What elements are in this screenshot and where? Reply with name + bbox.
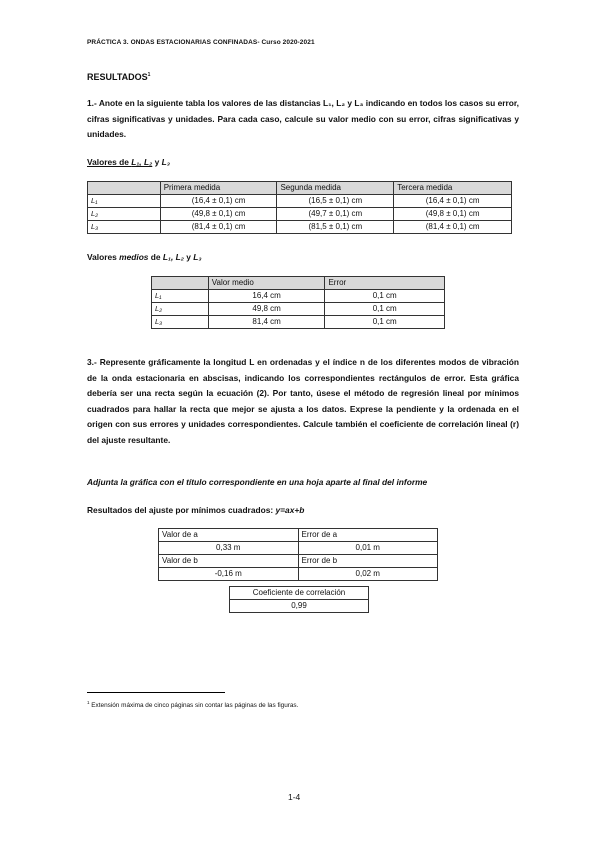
table-cell: (81,4 ± 0,1) cm [394,221,512,234]
fit-equation: y=ax+b [275,505,305,515]
row-label: L₂ [152,303,209,316]
table-cell: (81,4 ± 0,1) cm [160,221,277,234]
footnote-separator [87,692,225,693]
table-row [152,303,445,316]
table-cell: (49,7 ± 0,1) cm [277,208,394,221]
correlation-value: 0,99 [230,600,369,613]
table-cell: (16,4 ± 0,1) cm [160,195,277,208]
table-cell: 0,1 cm [325,316,445,329]
page-header: PRÁCTICA 3. ONDAS ESTACIONARIAS CONFINADAS- Curso 2020-2021 [87,39,315,46]
fit-label-text: Resultados del ajuste por mínimos cuadrados: [87,505,276,515]
table-cell: (49,8 ± 0,1) cm [160,208,277,221]
measurements-header-cell [88,182,161,195]
results-footnote-mark: 1 [147,72,151,78]
footnote-text: Extensión máxima de cinco páginas sin contar las páginas de las figuras. [91,702,299,710]
a-value-label: Valor de a [159,529,299,542]
means-header-cell: Error [325,277,445,290]
table-cell: (16,5 ± 0,1) cm [277,195,394,208]
means-header-row [152,277,445,290]
question-3-number: 3.- [87,357,97,367]
results-title: RESULTADOS [87,72,148,82]
measurements-header-cell: Segunda medida [277,182,394,195]
table-cell: 16,4 cm [208,290,325,303]
fit-label [87,505,304,515]
footnote-mark: 1 [87,700,90,705]
values-label-last: L₃ [161,157,170,167]
means-label-conj: y [183,252,194,262]
a-error-label: Error de a [298,529,438,542]
table-cell: (81,5 ± 0,1) cm [277,221,394,234]
means-header-cell [152,277,209,290]
table-row [88,208,512,221]
means-label-italic: medios [119,252,149,262]
question-3 [87,355,519,448]
page-number: 1-4 [288,792,301,802]
table-cell: 81,4 cm [208,316,325,329]
question-1 [87,96,519,143]
question-3-text: Represente gráficamente la longitud L en ordenadas y el índice n de los diferentes modos de vibración de la onda estacionaria en abscisas, indicando los correspondientes rectángulos de error. Esta gráfica debería ser una recta según la ecuación (2). Por tanto, úsese el método de regresión lineal por mínimos cuadrados para hallar la recta que mejor se ajusta a los datos. Exprese la pendiente y la ordenada en el origen con sus errores y unidades correspondientes. Calcule también el coeficiente de correlación lineal (r) del ajuste resultante. [87,357,519,445]
b-value-label: Valor de b [159,555,299,568]
table-row [152,316,445,329]
table-cell: (16,4 ± 0,1) cm [394,195,512,208]
table-cell: 0,1 cm [325,290,445,303]
question-1-number: 1.- [87,98,97,108]
means-label-last: L₃ [193,252,202,262]
table-cell: 49,8 cm [208,303,325,316]
measurements-header-row [88,182,512,195]
table-row [152,290,445,303]
correlation-label-row [230,587,369,600]
footnote [87,700,298,709]
means-label-mid: de [148,252,163,262]
row-label: L₃ [88,221,161,234]
values-label-vars: L₁, L₂ [131,157,153,167]
values-label [87,157,170,167]
fit-row-a-labels [159,529,438,542]
correlation-table [229,586,369,613]
results-heading [87,72,150,82]
row-label: L₁ [88,195,161,208]
measurements-header-cell: Primera medida [160,182,277,195]
table-cell: 0,1 cm [325,303,445,316]
table-row [88,195,512,208]
a-error: 0,01 m [298,542,438,555]
values-label-conj: y [152,157,162,167]
means-label [87,252,202,262]
row-label: L₃ [152,316,209,329]
question-1-text: Anote en la siguiente tabla los valores de las distancias L₁, L₂ y L₃ indicando en todos los casos su error, cifras significativas y unidades. Para cada caso, calcule su valor medio con su error, cifras significativas y unidades. [87,98,520,139]
b-value: -0,16 m [159,568,299,581]
fit-row-a-values [159,542,438,555]
values-label-prefix: Valores de [87,157,132,167]
fit-row-b-labels [159,555,438,568]
b-error-label: Error de b [298,555,438,568]
row-label: L₁ [152,290,209,303]
fit-table [158,528,438,581]
table-row [88,221,512,234]
correlation-label: Coeficiente de correlación [230,587,369,600]
a-value: 0,33 m [159,542,299,555]
means-table [151,276,445,329]
means-label-vars: L₁, L₂ [162,252,184,262]
attach-graph-note: Adjunta la gráfica con el título correspondiente en una hoja aparte al final del informe [87,477,428,487]
correlation-value-row [230,600,369,613]
row-label: L₂ [88,208,161,221]
table-cell: (49,8 ± 0,1) cm [394,208,512,221]
measurements-header-cell: Tercera medida [394,182,512,195]
fit-row-b-values [159,568,438,581]
b-error: 0,02 m [298,568,438,581]
means-label-prefix: Valores [87,252,120,262]
measurements-table [87,181,512,234]
means-header-cell: Valor medio [208,277,325,290]
